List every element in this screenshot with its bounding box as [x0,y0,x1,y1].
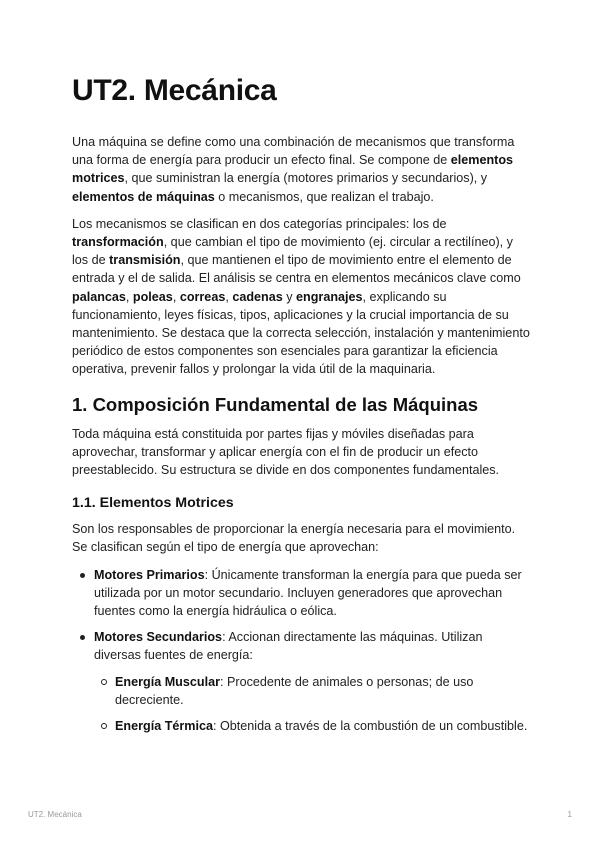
text-run: , explicando su funcionamiento, leyes físicas, tipos, aplicaciones y la crucial importancia de su mantenimiento. Se destaca que la correcta selección, instalación y mantenimiento periódico de estos componentes son esenciales para garantizar la eficiencia operativa, prevenir fallos y prolongar la vida útil de la maquinaria. [72,289,530,377]
subsection-paragraph: Son los responsables de proporcionar la energía necesaria para el movimiento. Se clasifican según el tipo de energía que aprovechan: [72,522,516,555]
bold-term: engranajes [296,289,363,304]
sub-list-item [94,673,530,709]
sub-bullet-list [94,673,530,736]
section-paragraph: Toda máquina está constituida por partes fijas y móviles diseñadas para aprovechar, transformar y aplicar energía con el fin de producir un efecto preestablecido. Su estructura se divide en dos componentes fundamentales. [72,426,500,478]
bold-term: transformación [72,235,164,250]
page-title: UT2. Mecánica [72,74,277,107]
text-run: , [172,289,180,304]
text-run: , que mantienen el tipo de movimiento entre el elemento de entrada y el de salida. El análisis se centra en elementos mecánicos clave como [72,253,521,286]
text-run: , [225,289,233,304]
intro-paragraph-1 [72,133,530,206]
bold-term: elementos de máquinas [72,189,215,204]
intro-paragraph-2 [72,215,530,379]
page-footer [28,810,572,819]
text-run: , que suministran la energía (motores primarios y secundarios), y [124,171,488,186]
subsection-heading: 1.1. Elementos Motrices [72,495,234,512]
text-run: , [125,289,133,304]
item-label: Energía Térmica [115,719,213,734]
text-run: , que cambian el tipo de movimiento (ej. circular a rectilíneo), y los de [72,235,513,268]
item-text: : Únicamente transforman la energía para que pueda ser utilizada por un motor secundario. Incluyen generadores que aprovechan fuentes como la energía hidráulica o eólica. [94,567,522,619]
item-label: Motores Primarios [94,567,205,582]
text-run: o mecanismos, que realizan el trabajo. [214,189,434,204]
text-run: Los mecanismos se clasifican en dos categorías principales: los de [72,216,447,231]
bold-term: poleas [132,289,173,304]
list-item [72,566,530,621]
footer-title: UT2. Mecánica [28,810,82,819]
item-text: : Obtenida a través de la combustión de un combustible. [213,719,528,734]
page-number: 1 [567,810,572,819]
bold-term: correas [179,289,226,304]
sub-list-item [94,717,530,735]
section-heading: 1. Composición Fundamental de las Máquinas [72,393,479,415]
item-label: Energía Muscular [115,674,220,689]
item-text: : Procedente de animales o personas; de uso decreciente. [115,674,474,707]
list-item [72,628,530,735]
text-run: Una máquina se define como una combinación de mecanismos que transforma una forma de energía para producir un efecto final. Se compone de [72,135,515,168]
bullet-list [72,566,530,736]
bold-term: palancas [72,289,126,304]
item-text: : Accionan directamente las máquinas. Utilizan diversas fuentes de energía: [94,630,483,663]
text-run: y [282,289,297,304]
bold-term: transmisión [109,253,181,268]
document-page [72,72,530,743]
item-label: Motores Secundarios [94,630,223,645]
bold-term: elementos motrices [72,153,514,186]
bold-term: cadenas [232,289,283,304]
